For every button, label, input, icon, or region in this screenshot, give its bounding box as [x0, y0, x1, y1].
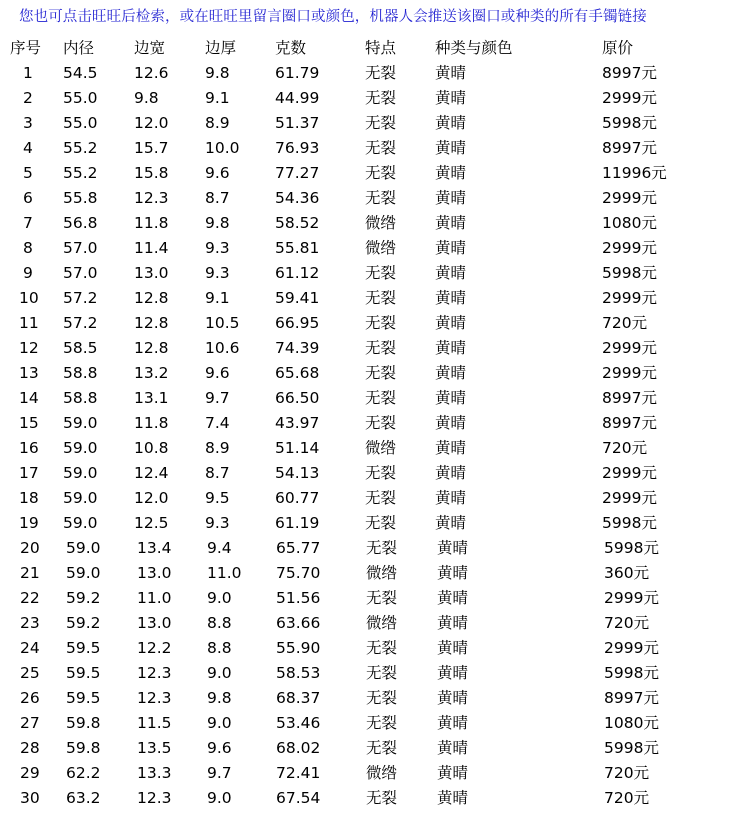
cell-thickness: 9.1	[205, 289, 230, 307]
table-row	[0, 213, 750, 238]
cell-inner-diameter: 58.8	[63, 364, 98, 382]
cell-type-color: 黄晴	[435, 439, 467, 457]
cell-original-price: 720元	[604, 614, 650, 632]
cell-feature: 无裂	[366, 664, 398, 682]
table-row	[0, 588, 750, 613]
cell-inner-diameter: 59.5	[66, 639, 101, 657]
cell-weight: 61.12	[275, 264, 320, 282]
cell-original-price: 5998元	[604, 739, 659, 757]
cell-row-index: 20	[20, 539, 40, 557]
cell-type-color: 黄晴	[437, 664, 469, 682]
cell-weight: 59.41	[275, 289, 320, 307]
table-row	[0, 363, 750, 388]
cell-original-price: 2999元	[602, 289, 657, 307]
table-row	[0, 638, 750, 663]
cell-row-index: 5	[23, 164, 33, 182]
cell-feature: 无裂	[365, 389, 397, 407]
cell-original-price: 8997元	[602, 414, 657, 432]
cell-row-index: 9	[23, 264, 33, 282]
cell-type-color: 黄晴	[435, 414, 467, 432]
cell-row-index: 14	[19, 389, 39, 407]
cell-thickness: 10.6	[205, 339, 240, 357]
cell-thickness: 9.0	[207, 714, 232, 732]
cell-feature: 微绺	[366, 764, 398, 782]
cell-thickness: 7.4	[205, 414, 230, 432]
cell-weight: 65.68	[275, 364, 320, 382]
cell-inner-diameter: 57.0	[63, 239, 98, 257]
cell-thickness: 8.7	[205, 464, 230, 482]
cell-row-index: 3	[23, 114, 33, 132]
cell-band-width: 12.8	[134, 314, 169, 332]
cell-original-price: 8997元	[602, 389, 657, 407]
cell-type-color: 黄晴	[435, 239, 467, 257]
cell-feature: 无裂	[365, 489, 397, 507]
table-row	[0, 88, 750, 113]
cell-type-color: 黄晴	[437, 789, 469, 807]
cell-type-color: 黄晴	[435, 489, 467, 507]
cell-band-width: 9.8	[134, 89, 159, 107]
cell-weight: 51.37	[275, 114, 320, 132]
cell-row-index: 13	[19, 364, 39, 382]
cell-type-color: 黄晴	[435, 89, 467, 107]
cell-type-color: 黄晴	[435, 214, 467, 232]
cell-weight: 53.46	[276, 714, 321, 732]
cell-thickness: 10.5	[205, 314, 240, 332]
cell-original-price: 2999元	[602, 489, 657, 507]
cell-inner-diameter: 59.5	[66, 689, 101, 707]
table-row	[0, 63, 750, 88]
table-row	[0, 463, 750, 488]
cell-original-price: 2999元	[602, 239, 657, 257]
cell-thickness: 11.0	[207, 564, 242, 582]
cell-inner-diameter: 55.2	[63, 139, 98, 157]
cell-thickness: 8.8	[207, 614, 232, 632]
cell-type-color: 黄晴	[435, 264, 467, 282]
cell-weight: 66.50	[275, 389, 320, 407]
cell-inner-diameter: 59.0	[63, 489, 98, 507]
cell-inner-diameter: 55.0	[63, 89, 98, 107]
cell-feature: 无裂	[365, 114, 397, 132]
cell-thickness: 9.8	[205, 214, 230, 232]
table-row	[0, 263, 750, 288]
cell-feature: 无裂	[365, 89, 397, 107]
cell-row-index: 12	[19, 339, 39, 357]
cell-band-width: 13.3	[137, 764, 172, 782]
table-row	[0, 488, 750, 513]
cell-thickness: 8.9	[205, 114, 230, 132]
cell-feature: 无裂	[365, 289, 397, 307]
cell-row-index: 25	[20, 664, 40, 682]
cell-feature: 无裂	[365, 514, 397, 532]
cell-thickness: 9.5	[205, 489, 230, 507]
cell-band-width: 12.0	[134, 489, 169, 507]
cell-inner-diameter: 59.2	[66, 614, 101, 632]
cell-band-width: 12.2	[137, 639, 172, 657]
cell-band-width: 12.5	[134, 514, 169, 532]
header-feature: 特点	[365, 39, 397, 57]
cell-weight: 43.97	[275, 414, 320, 432]
cell-feature: 无裂	[366, 789, 398, 807]
cell-weight: 54.36	[275, 189, 320, 207]
cell-original-price: 2999元	[602, 189, 657, 207]
table-row	[0, 613, 750, 638]
cell-original-price: 1080元	[604, 714, 659, 732]
cell-inner-diameter: 55.2	[63, 164, 98, 182]
cell-band-width: 11.0	[137, 589, 172, 607]
table-row	[0, 513, 750, 538]
cell-row-index: 19	[19, 514, 39, 532]
cell-feature: 无裂	[365, 339, 397, 357]
cell-row-index: 21	[20, 564, 40, 582]
cell-band-width: 13.1	[134, 389, 169, 407]
cell-feature: 无裂	[366, 539, 398, 557]
cell-feature: 无裂	[365, 464, 397, 482]
table-row	[0, 688, 750, 713]
cell-weight: 77.27	[275, 164, 320, 182]
cell-band-width: 10.8	[134, 439, 169, 457]
cell-row-index: 8	[23, 239, 33, 257]
cell-type-color: 黄晴	[435, 339, 467, 357]
table-row	[0, 388, 750, 413]
cell-band-width: 12.6	[134, 64, 169, 82]
cell-original-price: 1080元	[602, 214, 657, 232]
cell-feature: 无裂	[365, 139, 397, 157]
cell-original-price: 5998元	[602, 114, 657, 132]
cell-feature: 无裂	[366, 714, 398, 732]
cell-band-width: 11.4	[134, 239, 169, 257]
cell-weight: 67.54	[276, 789, 321, 807]
cell-type-color: 黄晴	[435, 464, 467, 482]
cell-original-price: 2999元	[602, 339, 657, 357]
cell-type-color: 黄晴	[435, 289, 467, 307]
cell-thickness: 9.8	[205, 64, 230, 82]
cell-inner-diameter: 55.0	[63, 114, 98, 132]
cell-type-color: 黄晴	[437, 764, 469, 782]
cell-thickness: 8.7	[205, 189, 230, 207]
cell-type-color: 黄晴	[435, 64, 467, 82]
cell-thickness: 9.7	[205, 389, 230, 407]
cell-row-index: 28	[20, 739, 40, 757]
header-original-price: 原价	[602, 39, 634, 57]
cell-inner-diameter: 59.0	[66, 539, 101, 557]
cell-feature: 无裂	[365, 314, 397, 332]
cell-row-index: 27	[20, 714, 40, 732]
cell-weight: 58.52	[275, 214, 320, 232]
cell-inner-diameter: 59.8	[66, 739, 101, 757]
cell-inner-diameter: 59.0	[63, 439, 98, 457]
cell-band-width: 11.5	[137, 714, 172, 732]
cell-type-color: 黄晴	[437, 714, 469, 732]
cell-row-index: 2	[23, 89, 33, 107]
cell-feature: 无裂	[366, 689, 398, 707]
cell-feature: 无裂	[365, 164, 397, 182]
cell-weight: 74.39	[275, 339, 320, 357]
table-row	[0, 538, 750, 563]
cell-weight: 76.93	[275, 139, 320, 157]
cell-original-price: 8997元	[602, 139, 657, 157]
cell-weight: 68.37	[276, 689, 321, 707]
cell-feature: 微绺	[365, 239, 397, 257]
cell-inner-diameter: 55.8	[63, 189, 98, 207]
cell-original-price: 2999元	[602, 464, 657, 482]
cell-thickness: 9.3	[205, 264, 230, 282]
wangwang-search-notice: 您也可点击旺旺后检索，或在旺旺里留言圈口或颜色，机器人会推送该圈口或种类的所有手镯链接	[19, 9, 647, 25]
cell-band-width: 12.3	[137, 689, 172, 707]
cell-weight: 72.41	[276, 764, 321, 782]
cell-original-price: 5998元	[604, 539, 659, 557]
cell-weight: 68.02	[276, 739, 321, 757]
cell-band-width: 12.8	[134, 289, 169, 307]
cell-row-index: 18	[19, 489, 39, 507]
cell-weight: 55.81	[275, 239, 320, 257]
table-row	[0, 288, 750, 313]
table-row	[0, 788, 750, 813]
table-row	[0, 138, 750, 163]
cell-weight: 51.14	[275, 439, 320, 457]
cell-thickness: 9.8	[207, 689, 232, 707]
cell-type-color: 黄晴	[437, 589, 469, 607]
cell-feature: 无裂	[366, 639, 398, 657]
cell-type-color: 黄晴	[437, 614, 469, 632]
cell-thickness: 9.0	[207, 664, 232, 682]
cell-weight: 61.19	[275, 514, 320, 532]
cell-feature: 无裂	[365, 64, 397, 82]
cell-feature: 无裂	[365, 189, 397, 207]
cell-thickness: 9.4	[207, 539, 232, 557]
cell-weight: 63.66	[276, 614, 321, 632]
cell-original-price: 11996元	[602, 164, 667, 182]
cell-row-index: 29	[20, 764, 40, 782]
cell-inner-diameter: 59.2	[66, 589, 101, 607]
cell-band-width: 13.0	[137, 564, 172, 582]
cell-thickness: 9.6	[207, 739, 232, 757]
cell-original-price: 8997元	[602, 64, 657, 82]
cell-band-width: 15.7	[134, 139, 169, 157]
cell-band-width: 12.3	[134, 189, 169, 207]
cell-inner-diameter: 57.2	[63, 314, 98, 332]
table-row	[0, 738, 750, 763]
cell-band-width: 13.0	[134, 264, 169, 282]
cell-feature: 无裂	[366, 589, 398, 607]
cell-original-price: 360元	[604, 564, 650, 582]
cell-type-color: 黄晴	[437, 739, 469, 757]
cell-row-index: 4	[23, 139, 33, 157]
cell-inner-diameter: 59.8	[66, 714, 101, 732]
cell-type-color: 黄晴	[435, 514, 467, 532]
cell-weight: 55.90	[276, 639, 321, 657]
cell-thickness: 9.0	[207, 789, 232, 807]
cell-type-color: 黄晴	[437, 689, 469, 707]
cell-original-price: 720元	[604, 764, 650, 782]
cell-inner-diameter: 59.0	[63, 464, 98, 482]
cell-thickness: 8.8	[207, 639, 232, 657]
table-row	[0, 438, 750, 463]
cell-type-color: 黄晴	[437, 539, 469, 557]
cell-type-color: 黄晴	[435, 114, 467, 132]
cell-weight: 65.77	[276, 539, 321, 557]
cell-feature: 微绺	[365, 439, 397, 457]
cell-inner-diameter: 58.5	[63, 339, 98, 357]
cell-original-price: 2999元	[604, 589, 659, 607]
table-row	[0, 163, 750, 188]
cell-feature: 无裂	[365, 264, 397, 282]
cell-feature: 微绺	[366, 614, 398, 632]
cell-row-index: 7	[23, 214, 33, 232]
table-row	[0, 113, 750, 138]
cell-original-price: 5998元	[602, 514, 657, 532]
cell-original-price: 720元	[604, 789, 650, 807]
cell-band-width: 13.2	[134, 364, 169, 382]
cell-row-index: 10	[19, 289, 39, 307]
header-type-color: 种类与颜色	[435, 39, 513, 57]
cell-weight: 66.95	[275, 314, 320, 332]
cell-band-width: 12.0	[134, 114, 169, 132]
cell-band-width: 11.8	[134, 414, 169, 432]
cell-band-width: 12.3	[137, 664, 172, 682]
table-row	[0, 188, 750, 213]
cell-row-index: 30	[20, 789, 40, 807]
cell-inner-diameter: 56.8	[63, 214, 98, 232]
cell-row-index: 1	[23, 64, 33, 82]
cell-weight: 75.70	[276, 564, 321, 582]
cell-band-width: 15.8	[134, 164, 169, 182]
cell-inner-diameter: 59.0	[63, 514, 98, 532]
cell-inner-diameter: 59.0	[63, 414, 98, 432]
header-band-width: 边宽	[134, 39, 166, 57]
cell-original-price: 5998元	[604, 664, 659, 682]
cell-weight: 60.77	[275, 489, 320, 507]
table-row	[0, 563, 750, 588]
table-header-row	[0, 38, 750, 58]
cell-type-color: 黄晴	[435, 314, 467, 332]
table-row	[0, 713, 750, 738]
cell-weight: 44.99	[275, 89, 320, 107]
cell-thickness: 10.0	[205, 139, 240, 157]
cell-thickness: 9.3	[205, 514, 230, 532]
cell-thickness: 9.7	[207, 764, 232, 782]
cell-type-color: 黄晴	[435, 189, 467, 207]
cell-thickness: 9.0	[207, 589, 232, 607]
cell-band-width: 12.4	[134, 464, 169, 482]
cell-type-color: 黄晴	[437, 639, 469, 657]
cell-original-price: 2999元	[602, 89, 657, 107]
cell-type-color: 黄晴	[435, 139, 467, 157]
cell-feature: 无裂	[365, 364, 397, 382]
table-row	[0, 313, 750, 338]
cell-type-color: 黄晴	[435, 364, 467, 382]
cell-row-index: 26	[20, 689, 40, 707]
table-row	[0, 413, 750, 438]
cell-row-index: 24	[20, 639, 40, 657]
cell-band-width: 11.8	[134, 214, 169, 232]
cell-thickness: 9.6	[205, 364, 230, 382]
cell-feature: 微绺	[365, 214, 397, 232]
cell-row-index: 16	[19, 439, 39, 457]
cell-inner-diameter: 62.2	[66, 764, 101, 782]
table-row	[0, 663, 750, 688]
cell-original-price: 720元	[602, 314, 648, 332]
cell-weight: 51.56	[276, 589, 321, 607]
header-weight: 克数	[275, 39, 307, 57]
cell-band-width: 13.4	[137, 539, 172, 557]
cell-weight: 58.53	[276, 664, 321, 682]
table-row	[0, 763, 750, 788]
cell-feature: 微绺	[366, 564, 398, 582]
cell-row-index: 22	[20, 589, 40, 607]
header-inner-diameter: 内径	[63, 39, 95, 57]
cell-inner-diameter: 63.2	[66, 789, 101, 807]
cell-original-price: 8997元	[604, 689, 659, 707]
cell-weight: 61.79	[275, 64, 320, 82]
cell-feature: 无裂	[366, 739, 398, 757]
cell-inner-diameter: 57.2	[63, 289, 98, 307]
cell-band-width: 12.3	[137, 789, 172, 807]
cell-inner-diameter: 57.0	[63, 264, 98, 282]
cell-weight: 54.13	[275, 464, 320, 482]
cell-row-index: 23	[20, 614, 40, 632]
cell-thickness: 9.6	[205, 164, 230, 182]
cell-row-index: 11	[19, 314, 39, 332]
cell-thickness: 8.9	[205, 439, 230, 457]
cell-inner-diameter: 58.8	[63, 389, 98, 407]
cell-inner-diameter: 54.5	[63, 64, 98, 82]
cell-type-color: 黄晴	[435, 164, 467, 182]
cell-feature: 无裂	[365, 414, 397, 432]
cell-row-index: 17	[19, 464, 39, 482]
header-index: 序号	[10, 39, 42, 57]
cell-type-color: 黄晴	[437, 564, 469, 582]
cell-type-color: 黄晴	[435, 389, 467, 407]
cell-original-price: 5998元	[602, 264, 657, 282]
cell-original-price: 2999元	[602, 364, 657, 382]
table-row	[0, 338, 750, 363]
cell-band-width: 13.0	[137, 614, 172, 632]
header-thickness: 边厚	[205, 39, 237, 57]
cell-thickness: 9.3	[205, 239, 230, 257]
cell-original-price: 720元	[602, 439, 648, 457]
cell-row-index: 6	[23, 189, 33, 207]
cell-band-width: 12.8	[134, 339, 169, 357]
table-row	[0, 238, 750, 263]
cell-inner-diameter: 59.0	[66, 564, 101, 582]
cell-inner-diameter: 59.5	[66, 664, 101, 682]
cell-original-price: 2999元	[604, 639, 659, 657]
cell-band-width: 13.5	[137, 739, 172, 757]
cell-row-index: 15	[19, 414, 39, 432]
cell-thickness: 9.1	[205, 89, 230, 107]
